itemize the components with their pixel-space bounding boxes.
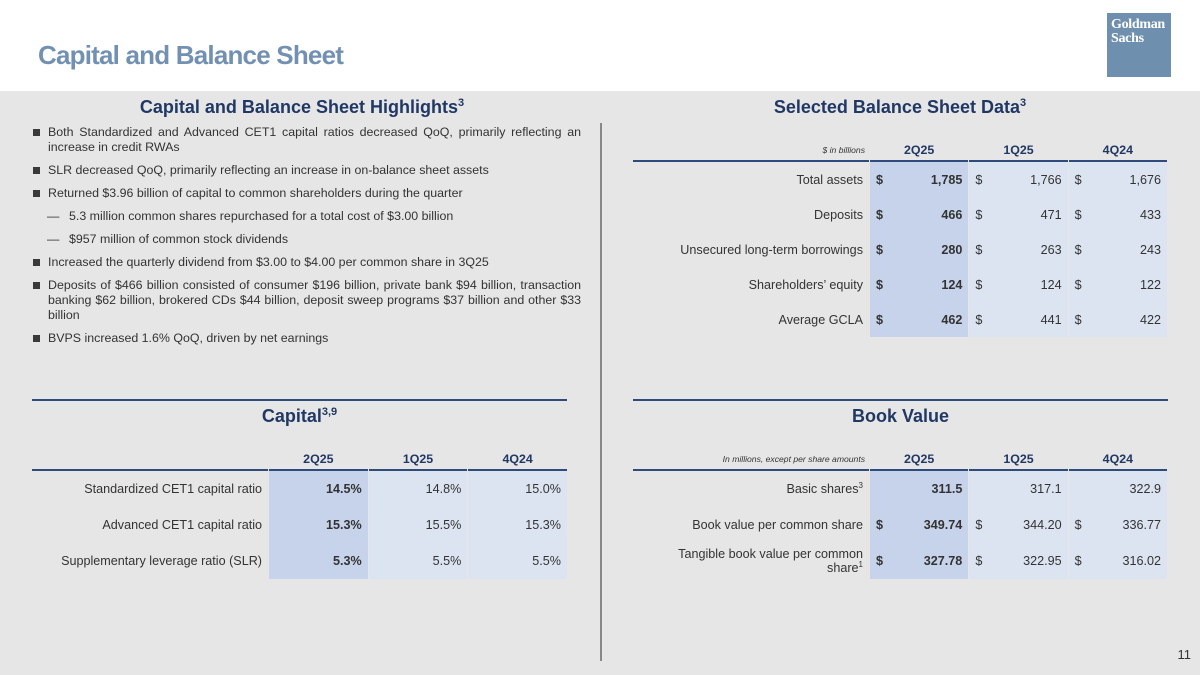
currency-symbol: $ bbox=[1074, 277, 1082, 292]
row-label: Supplementary leverage ratio (SLR) bbox=[61, 554, 262, 568]
table-cell bbox=[969, 302, 1067, 337]
table-cell bbox=[870, 162, 968, 197]
cell-value: 349.74 bbox=[923, 518, 963, 532]
cell-content bbox=[975, 208, 1061, 222]
cell-content bbox=[975, 554, 1061, 568]
balance-sheet-table bbox=[632, 140, 1168, 337]
cell-value: 1,676 bbox=[1129, 172, 1161, 187]
row-label-text: Book value per common share bbox=[692, 518, 863, 532]
currency-symbol: $ bbox=[1074, 207, 1082, 222]
book-value-title bbox=[633, 406, 1168, 427]
table-cell bbox=[1069, 197, 1167, 232]
row-label: Unsecured long-term borrowings bbox=[680, 242, 863, 257]
row-label bbox=[633, 507, 869, 543]
row-label-footnote: 1 bbox=[858, 559, 863, 569]
cell-content bbox=[975, 278, 1061, 292]
page-number: 11 bbox=[1177, 647, 1191, 662]
table-header-row bbox=[32, 449, 567, 471]
book-value-top-rule bbox=[633, 399, 1168, 401]
cell-value: 5.5% bbox=[468, 543, 567, 579]
table-cell bbox=[870, 197, 968, 232]
column-header: 2Q25 bbox=[870, 449, 968, 471]
row-label bbox=[633, 471, 869, 507]
currency-symbol: $ bbox=[876, 242, 884, 257]
row-label: Total assets bbox=[796, 172, 863, 187]
cell-value: 15.0% bbox=[468, 471, 567, 507]
cell-value: 433 bbox=[1139, 207, 1161, 222]
cell-value: 5.3% bbox=[269, 543, 368, 579]
table-cell bbox=[1069, 302, 1167, 337]
cell-value: 311.5 bbox=[931, 482, 963, 496]
row-label: Deposits bbox=[814, 207, 863, 222]
cell-content bbox=[876, 313, 962, 327]
table-cell bbox=[969, 507, 1067, 543]
highlight-text: SLR decreased QoQ, primarily reflecting an increase in on-balance sheet assets bbox=[48, 163, 489, 177]
balance-sheet-title-footnote: 3 bbox=[1020, 97, 1027, 109]
book-value-table bbox=[632, 449, 1168, 579]
highlight-text: $957 million of common stock dividends bbox=[69, 232, 289, 246]
table-cell bbox=[870, 232, 968, 267]
currency-symbol: $ bbox=[975, 172, 983, 187]
cell-content bbox=[876, 243, 962, 257]
highlight-text: Both Standardized and Advanced CET1 capital ratios decreased QoQ, primarily reflecting an increase in credit RWAs bbox=[48, 125, 581, 154]
cell-value: 471 bbox=[1040, 207, 1062, 222]
cell-value: 14.5% bbox=[269, 471, 368, 507]
table-cell bbox=[969, 543, 1067, 579]
currency-symbol: $ bbox=[876, 172, 884, 187]
column-header: 1Q25 bbox=[969, 140, 1067, 162]
cell-value: 124 bbox=[941, 277, 963, 292]
cell-content bbox=[975, 243, 1061, 257]
currency-symbol: $ bbox=[876, 312, 884, 327]
currency-symbol: $ bbox=[975, 518, 983, 532]
cell-value: 243 bbox=[1139, 242, 1161, 257]
cell-content bbox=[1075, 518, 1161, 532]
table-cell bbox=[969, 267, 1067, 302]
highlight-item bbox=[33, 255, 581, 270]
cell-content bbox=[1075, 173, 1161, 187]
table-row bbox=[633, 302, 1167, 337]
cell-value: 1,785 bbox=[930, 172, 963, 187]
cell-content bbox=[1075, 554, 1161, 568]
table-row bbox=[633, 267, 1167, 302]
cell-value: 15.5% bbox=[369, 507, 468, 543]
table-row bbox=[633, 162, 1167, 197]
table-cell bbox=[1069, 471, 1167, 507]
highlight-item bbox=[33, 186, 581, 201]
table-cell bbox=[870, 471, 968, 507]
cell-content bbox=[1075, 208, 1161, 222]
currency-symbol: $ bbox=[975, 242, 983, 257]
row-label-text: Tangible book value per common share bbox=[678, 547, 863, 575]
currency-symbol: $ bbox=[1074, 172, 1082, 187]
logo-line-2: Sachs bbox=[1111, 31, 1144, 46]
balance-sheet-title-text: Selected Balance Sheet Data bbox=[773, 97, 1020, 117]
book-value-title-text: Book Value bbox=[851, 406, 950, 426]
cell-value: 14.8% bbox=[369, 471, 468, 507]
table-row bbox=[633, 232, 1167, 267]
cell-value: 322.95 bbox=[1023, 554, 1062, 568]
cell-value: 1,766 bbox=[1030, 172, 1062, 187]
cell-value: 15.3% bbox=[269, 507, 368, 543]
highlights-list bbox=[33, 125, 581, 354]
currency-symbol: $ bbox=[1074, 518, 1082, 532]
table-cell bbox=[969, 162, 1067, 197]
currency-symbol: $ bbox=[1074, 312, 1082, 327]
company-logo bbox=[1107, 13, 1171, 77]
cell-value: 124 bbox=[1040, 277, 1062, 292]
cell-value: 462 bbox=[941, 312, 963, 327]
cell-value: 316.02 bbox=[1122, 554, 1161, 568]
logo-line-1: Goldman bbox=[1111, 17, 1165, 32]
currency-symbol: $ bbox=[975, 554, 983, 568]
highlight-subitem bbox=[33, 232, 581, 247]
capital-top-rule bbox=[32, 399, 567, 401]
highlight-text: BVPS increased 1.6% QoQ, driven by net earnings bbox=[48, 331, 329, 345]
cell-value: 280 bbox=[941, 242, 963, 257]
highlight-text: Returned $3.96 billion of capital to common shareholders during the quarter bbox=[48, 186, 463, 200]
table-cell bbox=[969, 232, 1067, 267]
table-cell bbox=[1069, 267, 1167, 302]
vertical-divider bbox=[600, 123, 602, 661]
cell-content bbox=[1075, 243, 1161, 257]
cell-content bbox=[975, 518, 1061, 532]
capital-title-footnote: 3,9 bbox=[321, 406, 338, 418]
table-cell bbox=[969, 197, 1067, 232]
capital-table bbox=[31, 449, 568, 579]
cell-value: 322.9 bbox=[1129, 482, 1161, 496]
currency-symbol: $ bbox=[876, 554, 884, 568]
slide-content bbox=[0, 91, 1200, 675]
table-header-row bbox=[633, 140, 1167, 162]
table-row bbox=[633, 471, 1167, 507]
header-spacer bbox=[32, 449, 268, 471]
row-label-footnote: 3 bbox=[858, 480, 863, 490]
unit-label: In millions, except per share amounts bbox=[633, 449, 869, 471]
table-cell bbox=[1069, 232, 1167, 267]
currency-symbol: $ bbox=[1074, 242, 1082, 257]
currency-symbol: $ bbox=[876, 207, 884, 222]
currency-symbol: $ bbox=[1074, 554, 1082, 568]
table-cell bbox=[870, 267, 968, 302]
table-cell bbox=[1069, 543, 1167, 579]
table-row bbox=[32, 507, 567, 543]
column-header: 4Q24 bbox=[1069, 140, 1167, 162]
currency-symbol: $ bbox=[975, 277, 983, 292]
cell-content bbox=[876, 208, 962, 222]
table-cell bbox=[969, 471, 1067, 507]
cell-value: 441 bbox=[1040, 312, 1062, 327]
row-label: Standardized CET1 capital ratio bbox=[84, 482, 262, 496]
row-label bbox=[633, 543, 869, 579]
cell-content bbox=[876, 518, 962, 532]
cell-value: 15.3% bbox=[468, 507, 567, 543]
cell-value: 336.77 bbox=[1122, 518, 1161, 532]
cell-value: 5.5% bbox=[369, 543, 468, 579]
unit-label: $ in billions bbox=[633, 140, 869, 162]
currency-symbol: $ bbox=[975, 312, 983, 327]
highlight-item bbox=[33, 278, 581, 323]
highlight-item bbox=[33, 125, 581, 155]
capital-title-text: Capital bbox=[261, 406, 322, 426]
table-cell bbox=[870, 507, 968, 543]
table-header-row bbox=[633, 449, 1167, 471]
column-header: 1Q25 bbox=[969, 449, 1067, 471]
cell-value: 422 bbox=[1139, 312, 1161, 327]
cell-content bbox=[876, 554, 962, 568]
cell-value: 344.20 bbox=[1023, 518, 1062, 532]
cell-content bbox=[975, 482, 1061, 496]
capital-title bbox=[32, 406, 567, 427]
currency-symbol: $ bbox=[876, 277, 884, 292]
cell-content bbox=[876, 482, 962, 496]
column-header: 4Q24 bbox=[1069, 449, 1167, 471]
row-label: Advanced CET1 capital ratio bbox=[102, 518, 262, 532]
currency-symbol: $ bbox=[876, 518, 884, 532]
currency-symbol: $ bbox=[975, 207, 983, 222]
table-row bbox=[32, 543, 567, 579]
highlight-subitem bbox=[33, 209, 581, 224]
highlight-text: 5.3 million common shares repurchased for a total cost of $3.00 billion bbox=[69, 209, 454, 223]
column-header: 2Q25 bbox=[870, 140, 968, 162]
highlights-title-footnote: 3 bbox=[457, 97, 465, 109]
column-header: 2Q25 bbox=[269, 449, 368, 471]
cell-content bbox=[1075, 278, 1161, 292]
table-row bbox=[32, 471, 567, 507]
highlight-text: Increased the quarterly dividend from $3.00 to $4.00 per common share in 3Q25 bbox=[48, 255, 489, 269]
row-label: Average GCLA bbox=[778, 312, 863, 327]
cell-value: 327.78 bbox=[923, 554, 963, 568]
highlights-title bbox=[33, 97, 571, 118]
cell-content bbox=[1075, 313, 1161, 327]
table-cell bbox=[870, 302, 968, 337]
cell-value: 466 bbox=[941, 207, 963, 222]
column-header: 4Q24 bbox=[468, 449, 567, 471]
balance-sheet-title bbox=[632, 97, 1168, 118]
cell-content bbox=[975, 313, 1061, 327]
table-cell bbox=[1069, 162, 1167, 197]
cell-content bbox=[876, 278, 962, 292]
cell-value: 263 bbox=[1040, 242, 1062, 257]
row-label: Shareholders’ equity bbox=[748, 277, 863, 292]
cell-value: 122 bbox=[1139, 277, 1161, 292]
highlight-text: Deposits of $466 billion consisted of consumer $196 billion, private bank $94 billion, transaction banking $62 billion, brokered CDs $44 billion, deposit sweep programs $37 billion and other $33 billion bbox=[48, 278, 581, 322]
table-cell bbox=[1069, 507, 1167, 543]
page-title: Capital and Balance Sheet bbox=[38, 40, 344, 70]
cell-content bbox=[876, 173, 962, 187]
table-cell bbox=[870, 543, 968, 579]
highlights-title-text: Capital and Balance Sheet Highlights bbox=[139, 97, 458, 117]
table-row bbox=[633, 197, 1167, 232]
highlight-item bbox=[33, 331, 581, 346]
table-row bbox=[633, 507, 1167, 543]
cell-content bbox=[975, 173, 1061, 187]
cell-content bbox=[1075, 482, 1161, 496]
cell-value: 317.1 bbox=[1030, 482, 1062, 496]
table-row bbox=[633, 543, 1167, 579]
column-header: 1Q25 bbox=[369, 449, 468, 471]
row-label-text: Basic shares bbox=[786, 482, 859, 496]
highlight-item bbox=[33, 163, 581, 178]
